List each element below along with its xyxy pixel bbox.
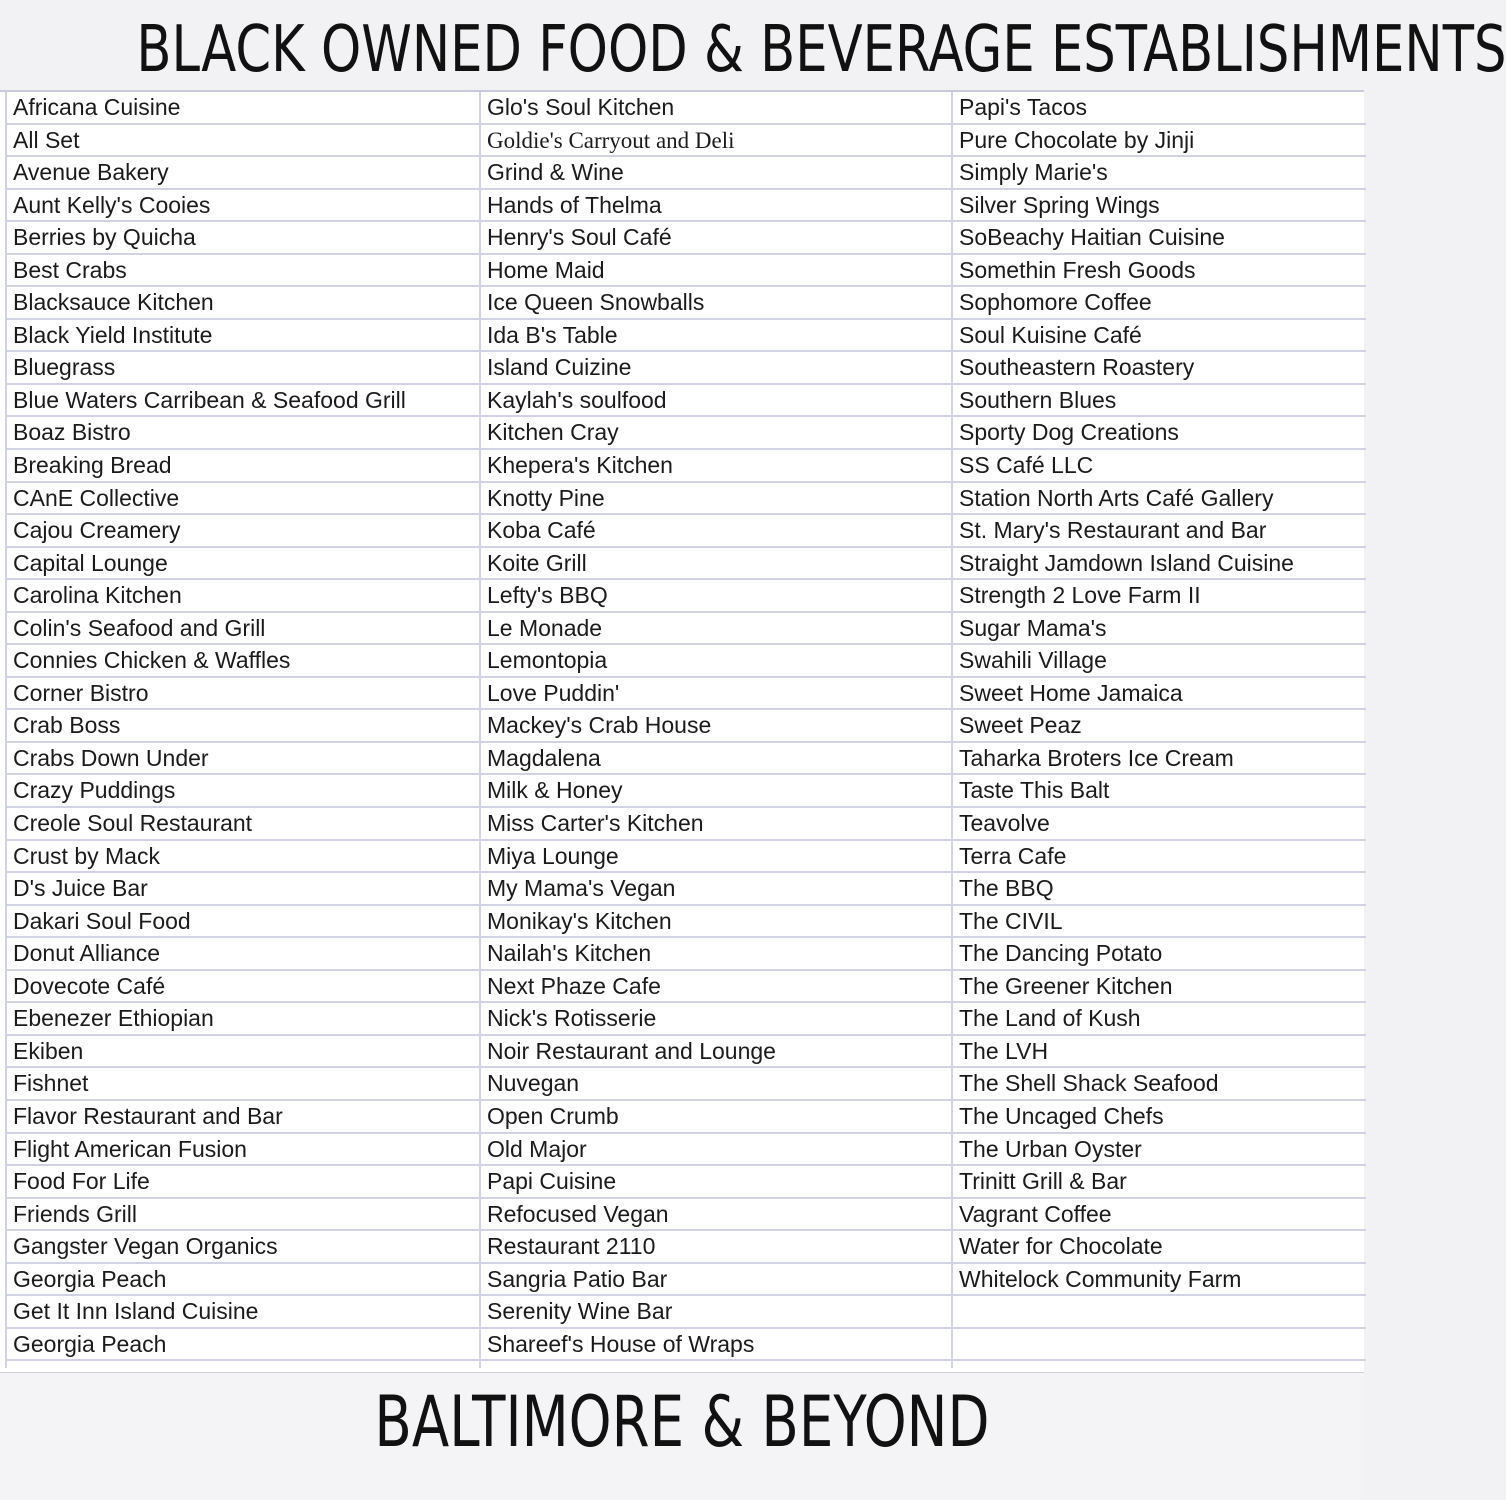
- table-cell: Simply Marie's: [953, 157, 1366, 190]
- table-column-2: [479, 92, 953, 1368]
- table-cell: Hands of Thelma: [481, 190, 953, 223]
- table-cell: Ice Queen Snowballs: [481, 287, 953, 320]
- table-cell: Aunt Kelly's Cooies: [7, 190, 481, 223]
- table-cell: Get It Inn Island Cuisine: [7, 1296, 481, 1329]
- table-cell: Crabs Down Under: [7, 743, 481, 776]
- table-cell: Restaurant 2110: [481, 1231, 953, 1264]
- table-cell: Sangria Patio Bar: [481, 1264, 953, 1297]
- table-cell: Blacksauce Kitchen: [7, 287, 481, 320]
- table-cell: Food For Life: [7, 1166, 481, 1199]
- footer-subtitle: BALTIMORE & BEYOND: [374, 1381, 990, 1463]
- table-cell: Sporty Dog Creations: [953, 417, 1366, 450]
- table-cell: Southern Blues: [953, 385, 1366, 418]
- table-cell: Silver Spring Wings: [953, 190, 1366, 223]
- table-cell: Blue Waters Carribean & Seafood Grill: [7, 385, 481, 418]
- table-cell: Capital Lounge: [7, 548, 481, 581]
- table-cell: Best Crabs: [7, 255, 481, 288]
- table-cell: Grind & Wine: [481, 157, 953, 190]
- table-cell: Africana Cuisine: [7, 92, 481, 125]
- table-cell: Koite Grill: [481, 548, 953, 581]
- table-cell: Fishnet: [7, 1068, 481, 1101]
- table-cell: Papi's Tacos: [953, 92, 1366, 125]
- table-cell: CAnE Collective: [7, 483, 481, 516]
- table-cell: The Dancing Potato: [953, 938, 1366, 971]
- table-cell: Teavolve: [953, 808, 1366, 841]
- table-cell: Cajou Creamery: [7, 515, 481, 548]
- table-cell: [953, 1329, 1366, 1362]
- table-cell: Le Monade: [481, 613, 953, 646]
- table-cell: Vagrant Coffee: [953, 1199, 1366, 1232]
- table-cell: Mackey's Crab House: [481, 710, 953, 743]
- table-cell: Milk & Honey: [481, 775, 953, 808]
- table-cell: Papi Cuisine: [481, 1166, 953, 1199]
- table-cell: Henry's Soul Café: [481, 222, 953, 255]
- table-cell: Somethin Fresh Goods: [953, 255, 1366, 288]
- table-cell: Shareef's House of Wraps: [481, 1329, 953, 1362]
- table-cell: Water for Chocolate: [953, 1231, 1366, 1264]
- table-cell: All Set: [7, 125, 481, 158]
- establishments-table: [0, 90, 1364, 1374]
- table-cell: St. Mary's Restaurant and Bar: [953, 515, 1366, 548]
- table-cell: Dovecote Café: [7, 971, 481, 1004]
- table-cell: Carolina Kitchen: [7, 580, 481, 613]
- table-cell: Donut Alliance: [7, 938, 481, 971]
- table-cell: Flight American Fusion: [7, 1134, 481, 1167]
- table-cell: Soul Kuisine Café: [953, 320, 1366, 353]
- table-cell: Kaylah's soulfood: [481, 385, 953, 418]
- table-cell: Dakari Soul Food: [7, 906, 481, 939]
- table-cell: Colin's Seafood and Grill: [7, 613, 481, 646]
- table-cell: D's Juice Bar: [7, 873, 481, 906]
- table-cell: Southeastern Roastery: [953, 352, 1366, 385]
- table-cell: Monikay's Kitchen: [481, 906, 953, 939]
- table-cell: Taste This Balt: [953, 775, 1366, 808]
- table-column-1: [5, 92, 481, 1368]
- table-cell: Lemontopia: [481, 645, 953, 678]
- table-cell: The CIVIL: [953, 906, 1366, 939]
- table-cell: Knotty Pine: [481, 483, 953, 516]
- table-cell: Corner Bistro: [7, 678, 481, 711]
- table-cell: Pure Chocolate by Jinji: [953, 125, 1366, 158]
- table-cell: Friends Grill: [7, 1199, 481, 1232]
- table-cell: Station North Arts Café Gallery: [953, 483, 1366, 516]
- table-cell: Nailah's Kitchen: [481, 938, 953, 971]
- table-cell: Creole Soul Restaurant: [7, 808, 481, 841]
- table-cell: Open Crumb: [481, 1101, 953, 1134]
- table-cell: Flavor Restaurant and Bar: [7, 1101, 481, 1134]
- page-title: BLACK OWNED FOOD & BEVERAGE ESTABLISHMENTS: [136, 13, 1506, 87]
- table-cell: Sophomore Coffee: [953, 287, 1366, 320]
- table-cell: Crab Boss: [7, 710, 481, 743]
- table-cell: The Urban Oyster: [953, 1134, 1366, 1167]
- table-cell: Georgia Peach: [7, 1329, 481, 1362]
- table-cell: The Uncaged Chefs: [953, 1101, 1366, 1134]
- table-cell: Koba Café: [481, 515, 953, 548]
- table-cell: Black Yield Institute: [7, 320, 481, 353]
- table-cell: Swahili Village: [953, 645, 1366, 678]
- table-cell: Next Phaze Cafe: [481, 971, 953, 1004]
- table-cell: Connies Chicken & Waffles: [7, 645, 481, 678]
- table-column-3: [951, 92, 1366, 1368]
- table-cell: Goldie's Carryout and Deli: [481, 125, 953, 158]
- table-cell: Nuvegan: [481, 1068, 953, 1101]
- table-cell: Crazy Puddings: [7, 775, 481, 808]
- table-cell: Crust by Mack: [7, 841, 481, 874]
- table-cell: Sugar Mama's: [953, 613, 1366, 646]
- table-cell: Terra Cafe: [953, 841, 1366, 874]
- table-cell: Kitchen Cray: [481, 417, 953, 450]
- table-cell: Magdalena: [481, 743, 953, 776]
- table-cell: Glo's Soul Kitchen: [481, 92, 953, 125]
- table-cell: SoBeachy Haitian Cuisine: [953, 222, 1366, 255]
- table-cell: Whitelock Community Farm: [953, 1264, 1366, 1297]
- table-cell: Khepera's Kitchen: [481, 450, 953, 483]
- table-cell: Straight Jamdown Island Cuisine: [953, 548, 1366, 581]
- table-cell: Nick's Rotisserie: [481, 1003, 953, 1036]
- table-cell: Sweet Peaz: [953, 710, 1366, 743]
- table-cell: Ebenezer Ethiopian: [7, 1003, 481, 1036]
- table-cell: The Land of Kush: [953, 1003, 1366, 1036]
- table-cell: Lefty's BBQ: [481, 580, 953, 613]
- table-cell: Taharka Broters Ice Cream: [953, 743, 1366, 776]
- table-cell: Ekiben: [7, 1036, 481, 1069]
- table-cell: The Shell Shack Seafood: [953, 1068, 1366, 1101]
- table-cell: SS Café LLC: [953, 450, 1366, 483]
- table-cell: Trinitt Grill & Bar: [953, 1166, 1366, 1199]
- table-cell: Island Cuizine: [481, 352, 953, 385]
- table-cell: Berries by Quicha: [7, 222, 481, 255]
- table-cell: Noir Restaurant and Lounge: [481, 1036, 953, 1069]
- table-cell: Refocused Vegan: [481, 1199, 953, 1232]
- table-cell: Strength 2 Love Farm II: [953, 580, 1366, 613]
- table-cell: Serenity Wine Bar: [481, 1296, 953, 1329]
- table-cell: Home Maid: [481, 255, 953, 288]
- table-cell: The BBQ: [953, 873, 1366, 906]
- table-cell: Love Puddin': [481, 678, 953, 711]
- table-cell: The LVH: [953, 1036, 1366, 1069]
- table-cell: Bluegrass: [7, 352, 481, 385]
- table-cell: My Mama's Vegan: [481, 873, 953, 906]
- table-cell: Gangster Vegan Organics: [7, 1231, 481, 1264]
- table-cell: Miss Carter's Kitchen: [481, 808, 953, 841]
- table-cell: Miya Lounge: [481, 841, 953, 874]
- table-cell: Ida B's Table: [481, 320, 953, 353]
- table-cell: Boaz Bistro: [7, 417, 481, 450]
- table-cell: Avenue Bakery: [7, 157, 481, 190]
- table-cell: Georgia Peach: [7, 1264, 481, 1297]
- table-cell: [953, 1296, 1366, 1329]
- table-cell: Old Major: [481, 1134, 953, 1167]
- table-cell: The Greener Kitchen: [953, 971, 1366, 1004]
- table-cell: Sweet Home Jamaica: [953, 678, 1366, 711]
- table-cell: Breaking Bread: [7, 450, 481, 483]
